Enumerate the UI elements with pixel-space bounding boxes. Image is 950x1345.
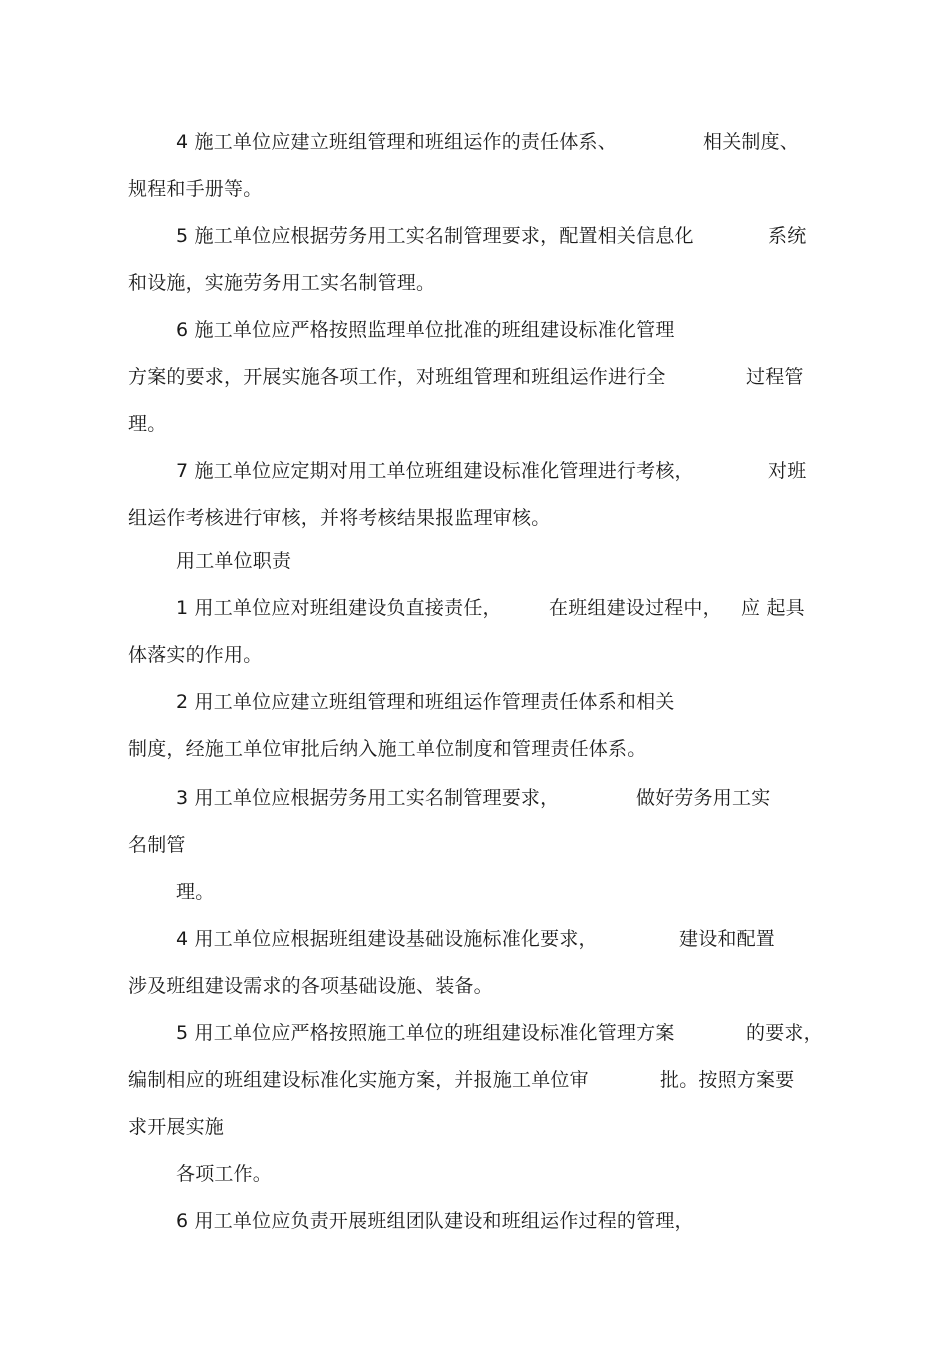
text-line: 3 用工单位应根据劳务用工实名制管理要求， [176, 787, 560, 809]
section-heading: 用工单位职责 [176, 550, 292, 572]
text-line: 应 起具 [741, 597, 805, 619]
text-line: 方案的要求，开展实施各项工作，对班组管理和班组运作进行全 [128, 366, 666, 388]
text-line: 4 施工单位应建立班组管理和班组运作的责任体系、 [176, 131, 617, 153]
text-line: 做好劳务用工实 [636, 787, 771, 809]
text-line: 的要求， [746, 1022, 823, 1044]
text-line: 名制管 [128, 834, 186, 856]
text-line: 系统 [768, 225, 807, 247]
text-line: 2 用工单位应建立班组管理和班组运作管理责任体系和相关 [176, 691, 675, 713]
text-line: 理。 [176, 881, 215, 903]
text-line: 批。按照方案要 [660, 1069, 795, 1091]
text-line: 7 施工单位应定期对用工单位班组建设标准化管理进行考核， [176, 460, 694, 482]
text-line: 5 施工单位应根据劳务用工实名制管理要求，配置相关信息化 [176, 225, 694, 247]
text-line: 6 用工单位应负责开展班组团队建设和班组运作过程的管理， [176, 1210, 694, 1232]
text-line: 各项工作。 [176, 1163, 273, 1185]
text-line: 制度，经施工单位审批后纳入施工单位制度和管理责任体系。 [128, 738, 647, 760]
text-line: 相关制度、 [703, 131, 800, 153]
text-line: 体落实的作用。 [128, 644, 263, 666]
text-line: 4 用工单位应根据班组建设基础设施标准化要求， [176, 928, 598, 950]
text-line: 建设和配置 [679, 928, 776, 950]
text-line: 编制相应的班组建设标准化实施方案，并报施工单位审 [128, 1069, 589, 1091]
text-line: 6 施工单位应严格按照监理单位批准的班组建设标准化管理 [176, 319, 675, 341]
text-line: 规程和手册等。 [128, 178, 263, 200]
text-line: 理。 [128, 413, 167, 435]
text-line: 过程管 [746, 366, 804, 388]
text-line: 对班 [768, 460, 807, 482]
text-line: 和设施，实施劳务用工实名制管理。 [128, 272, 436, 294]
text-line: 涉及班组建设需求的各项基础设施、装备。 [128, 975, 493, 997]
text-line: 组运作考核进行审核，并将考核结果报监理审核。 [128, 507, 551, 529]
text-line: 求开展实施 [128, 1116, 225, 1138]
text-line: 5 用工单位应严格按照施工单位的班组建设标准化管理方案 [176, 1022, 675, 1044]
text-line: 1 用工单位应对班组建设负直接责任， [176, 597, 502, 619]
text-line: 在班组建设过程中， [549, 597, 722, 619]
